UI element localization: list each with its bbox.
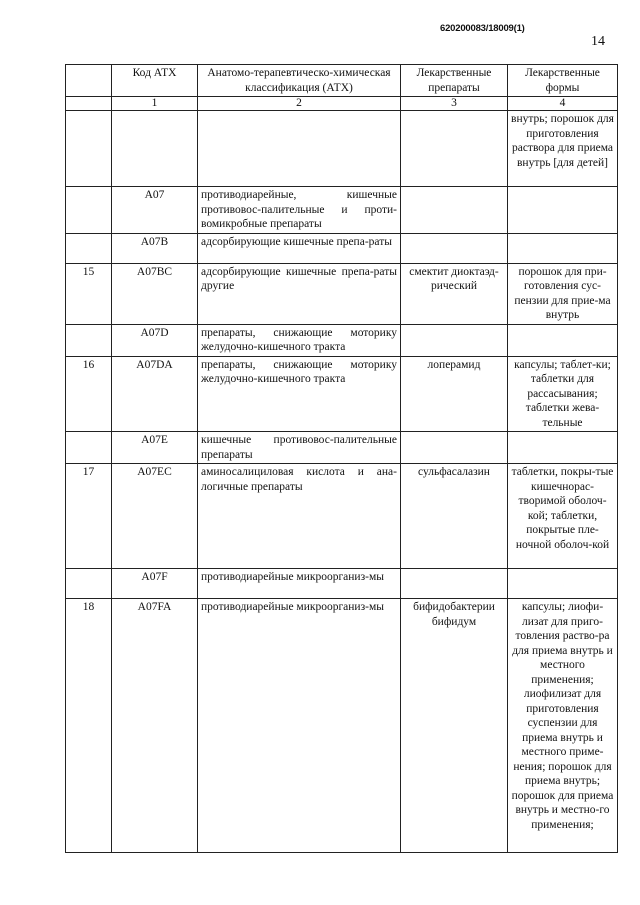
atx-classification xyxy=(198,111,401,187)
header-cell-classification: Анатомо-терапевтическо-химическая классификация (АТХ) xyxy=(198,65,401,97)
atx-classification: противодиарейные, кишечные противовос-палительные и проти-вомикробные препараты xyxy=(198,187,401,234)
row-number xyxy=(66,569,112,599)
drug-name xyxy=(401,187,508,234)
header-cell-number xyxy=(66,65,112,97)
column-number: 3 xyxy=(401,97,508,111)
table-row xyxy=(66,324,618,356)
drug-name xyxy=(401,569,508,599)
table-row xyxy=(66,569,618,599)
drug-name: бифидобактерии бифидум xyxy=(401,599,508,853)
header-cell-code: Код АТХ xyxy=(112,65,198,97)
table-row xyxy=(66,111,618,187)
row-number xyxy=(66,111,112,187)
row-number xyxy=(66,233,112,263)
atx-classification: противодиарейные микроорганиз-мы xyxy=(198,569,401,599)
atx-classification: адсорбирующие кишечные препа-раты другие xyxy=(198,263,401,324)
atx-code: A07DA xyxy=(112,356,198,432)
atx-code: A07E xyxy=(112,432,198,464)
dosage-forms: порошок для при-готовления сус-пензии для прие-ма внутрь xyxy=(508,263,618,324)
atx-code: A07 xyxy=(112,187,198,234)
column-number-row xyxy=(66,97,618,111)
table-row xyxy=(66,263,618,324)
atx-code: A07D xyxy=(112,324,198,356)
atx-code: A07B xyxy=(112,233,198,263)
atx-classification: препараты, снижающие моторику желудочно-кишечного тракта xyxy=(198,324,401,356)
row-number: 17 xyxy=(66,464,112,569)
atx-code: A07EC xyxy=(112,464,198,569)
atx-classification: противодиарейные микроорганиз-мы xyxy=(198,599,401,853)
drug-name: лоперамид xyxy=(401,356,508,432)
drug-name xyxy=(401,233,508,263)
column-number xyxy=(66,97,112,111)
table-row xyxy=(66,187,618,234)
header-cell-forms: Лекарственные формы xyxy=(508,65,618,97)
dosage-forms xyxy=(508,324,618,356)
atx-classification: кишечные противовос-палительные препараты xyxy=(198,432,401,464)
row-number: 16 xyxy=(66,356,112,432)
table-row xyxy=(66,356,618,432)
table-row xyxy=(66,432,618,464)
atx-table xyxy=(65,64,618,853)
header-cell-drugs: Лекарственные препараты xyxy=(401,65,508,97)
column-number: 2 xyxy=(198,97,401,111)
drug-name xyxy=(401,432,508,464)
drug-name xyxy=(401,324,508,356)
dosage-forms: таблетки, покры-тые кишечнорас-творимой оболоч-кой; таблетки, покрытые пле-ночной оболоч-кой xyxy=(508,464,618,569)
table-row xyxy=(66,599,618,853)
row-number: 18 xyxy=(66,599,112,853)
dosage-forms: капсулы; таблет-ки; таблетки для рассасывания; таблетки жева-тельные xyxy=(508,356,618,432)
atx-code: A07BC xyxy=(112,263,198,324)
drug-name xyxy=(401,111,508,187)
dosage-forms xyxy=(508,233,618,263)
atx-classification: препараты, снижающие моторику желудочно-кишечного тракта xyxy=(198,356,401,432)
dosage-forms xyxy=(508,432,618,464)
table-row xyxy=(66,233,618,263)
table-row xyxy=(66,464,618,569)
atx-classification: адсорбирующие кишечные препа-раты xyxy=(198,233,401,263)
row-number xyxy=(66,187,112,234)
row-number xyxy=(66,432,112,464)
dosage-forms xyxy=(508,187,618,234)
dosage-forms: внутрь; порошок для приготовления раствора для приема внутрь [для детей] xyxy=(508,111,618,187)
drug-name: смектит диоктаэд-рический xyxy=(401,263,508,324)
column-number: 4 xyxy=(508,97,618,111)
atx-code: A07FA xyxy=(112,599,198,853)
row-number: 15 xyxy=(66,263,112,324)
document-number: 620200083/18009(1) xyxy=(440,23,525,34)
atx-code: A07F xyxy=(112,569,198,599)
row-number xyxy=(66,324,112,356)
page-number: 14 xyxy=(591,34,605,49)
drug-name: сульфасалазин xyxy=(401,464,508,569)
dosage-forms xyxy=(508,569,618,599)
header-row xyxy=(66,65,618,97)
atx-code xyxy=(112,111,198,187)
dosage-forms: капсулы; лиофи-лизат для приго-товления раство-ра для приема внутрь и местного применения; лиофилизат для приготовления суспензии для приема внутрь и местного приме-нения; порошок для приема внутрь; порошок для приема внутрь и местно-го применения; xyxy=(508,599,618,853)
atx-classification: аминосалициловая кислота и ана-логичные препараты xyxy=(198,464,401,569)
column-number: 1 xyxy=(112,97,198,111)
